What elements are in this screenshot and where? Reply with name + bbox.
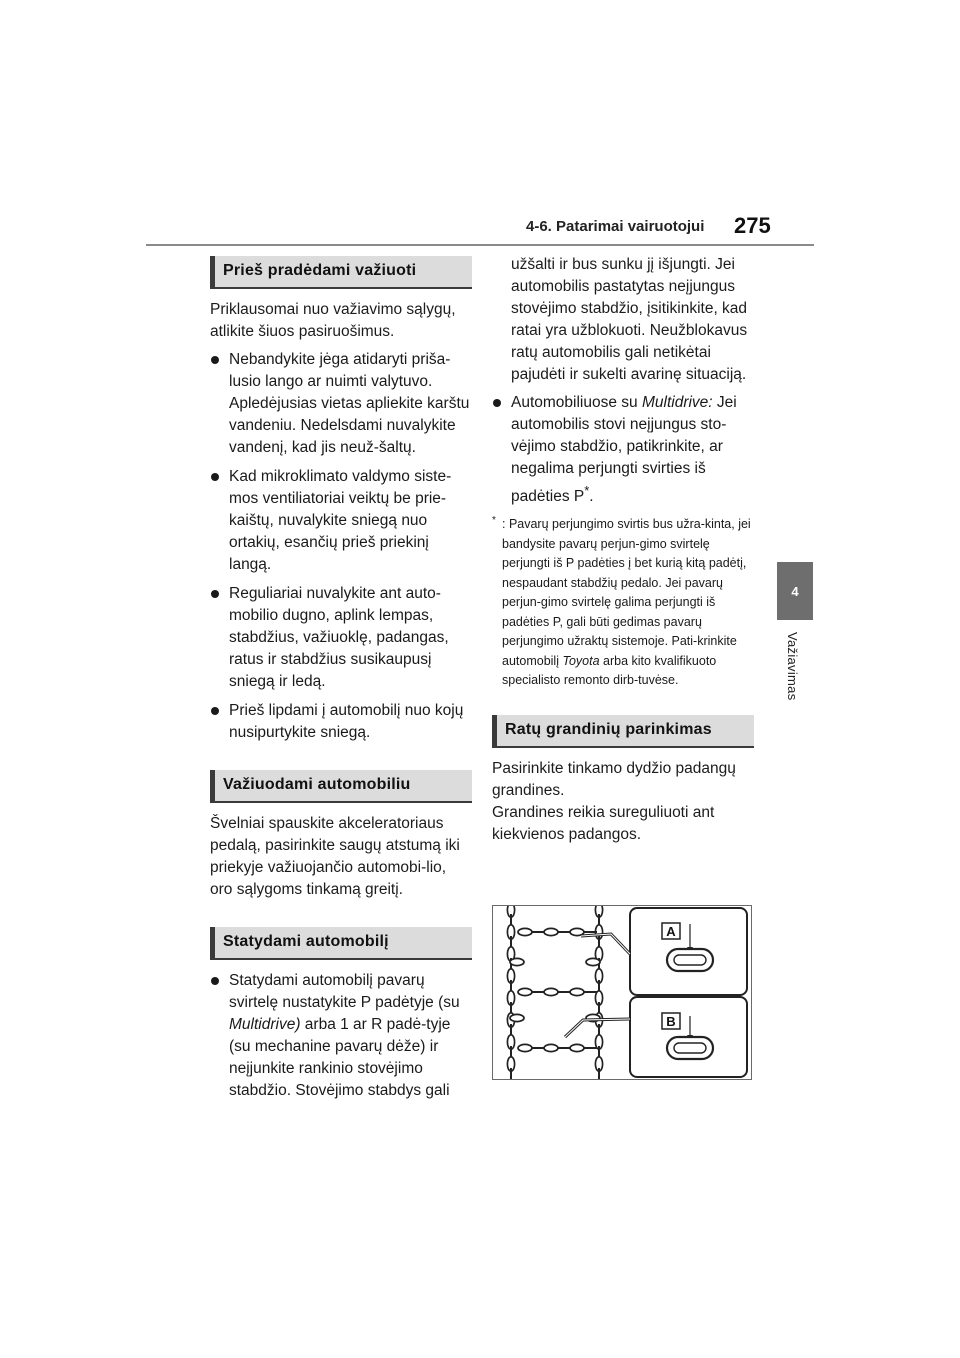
- right-column: [492, 254, 754, 846]
- list-item: [210, 466, 472, 576]
- chain-link: [531, 991, 545, 993]
- bullet-icon: [493, 399, 501, 407]
- footnote-text-a: : Pavarų perjungimo svirtis bus užra-kinta, jei bandysite pavarų perjun-gimo svirtelę perjungti iš P padėties į bet kurią kitą padėtį, nespaudant stabdžių pedalo. Jei pavarų perjun-gimo svirtelę galima perjungti iš padėties P, gali būti gedimas pavarų perjungimo užraktų sistemoje. Pati-krinkite automobilį: [502, 517, 751, 668]
- footnote-mark: *: [492, 515, 496, 527]
- chain-link: [531, 1047, 545, 1049]
- chain-link-detail-a-inner: [674, 955, 706, 965]
- chain-link: [557, 1047, 571, 1049]
- parking-list: [210, 970, 472, 1102]
- multidrive-text-italic: Multidrive:: [641, 394, 713, 411]
- footnote-ref: *: [584, 483, 590, 498]
- heading-before-driving: Prieš pradėdami važiuoti: [210, 256, 472, 289]
- chain-drawing: [493, 906, 751, 1079]
- chain-link: [583, 931, 597, 933]
- chain-links: [507, 906, 602, 1079]
- left-column: [210, 256, 472, 1109]
- chain-link: [570, 1044, 584, 1051]
- chapter-tab[interactable]: [777, 562, 813, 620]
- chain-link: [518, 988, 532, 995]
- section-title: 4-6. Patarimai vairuotojui: [526, 218, 705, 235]
- chain-link: [531, 931, 545, 933]
- tire-chain-illustration: [492, 905, 752, 1080]
- list-item: [492, 392, 754, 508]
- chain-link: [510, 958, 524, 965]
- bullet-text: Kad mikroklimato valdymo siste-mos ventiliatoriai veiktų be prie-kaištų, nuvalykite sniegą nuo ortakių, esančių prieš priekinį langą.: [229, 468, 452, 573]
- chain-link: [518, 1044, 532, 1051]
- list-item: [210, 970, 472, 1102]
- chain-link: [510, 1068, 512, 1079]
- header-divider: [146, 244, 814, 246]
- chain-link: [583, 991, 597, 993]
- bullet-icon: [211, 977, 219, 985]
- multidrive-text-a: Automobiliuose su: [511, 394, 642, 411]
- parking-text-a: Statydami automobilį pavarų svirtelę nustatykite P padėtyje (su: [229, 972, 460, 1011]
- chain-link: [510, 1014, 524, 1021]
- chain-link-detail-b-inner: [674, 1043, 706, 1053]
- leader-line-a: [581, 934, 630, 954]
- page-number: 275: [734, 213, 771, 238]
- bullet-text: Nebandykite jėga atidaryti priša-lusio lango ar nuimti valytuvo. Apledėjusias vietas apliekite karštu vandeniu. Nedelsdami nuvalykite vandenį, kad jis neuž-šaltų.: [229, 351, 470, 456]
- chain-link: [544, 988, 558, 995]
- list-item: [210, 349, 472, 459]
- bullet-text: Reguliariai nuvalykite ant auto-mobilio dugno, aplink lempas, stabdžius, važiuoklę, padangas, ratus ir stabdžius susikaupusį sniegą ir ledą.: [229, 585, 449, 690]
- bullet-icon: [211, 707, 219, 715]
- chain-link: [586, 958, 600, 965]
- bullet-icon: [211, 473, 219, 481]
- parking-text-italic: Multidrive): [229, 1016, 301, 1033]
- label-a: A: [666, 924, 676, 939]
- parking-text-b: arba 1 ar R padė-tyje (su mechanine pavarų dėže) ir neįjunkite rankinio stovėjimo stabdžio. Stovėjimo stabdys gali: [229, 1016, 451, 1099]
- chain-link: [557, 991, 571, 993]
- chapter-label: Važiavimas: [785, 632, 800, 701]
- heading-parking: Statydami automobilį: [210, 927, 472, 960]
- chain-link: [570, 988, 584, 995]
- bullet-text: Prieš lipdami į automobilį nuo kojų nusipurtykite sniegą.: [229, 702, 464, 741]
- chains-text-1: Pasirinkite tinkamo dydžio padangų grandines.: [492, 759, 736, 799]
- parking-continuation: užšalti ir bus sunku jį išjungti. Jei automobilis pastatytas neįjungus stovėjimo stabdžio, įsitikinkite, kad ratai yra užblokuoti. Neužblokavus ratų automobilis gali netikėtai pajudėti ir sukelti avarinę situaciją.: [511, 256, 748, 383]
- heading-while-driving: Važiuodami automobiliu: [210, 770, 472, 803]
- chain-link: [544, 1044, 558, 1051]
- footnote: [492, 515, 754, 691]
- multidrive-text-end: .: [589, 488, 594, 506]
- multidrive-text-b: Jei automobilis stovi neįjungus sto-vėjimo stabdžio, patikrinkite, ar negalima perjungti svirties iš padėties P: [511, 394, 737, 506]
- footnote-text-italic: Toyota: [562, 653, 600, 668]
- chain-link: [544, 928, 558, 935]
- chapter-number: 4: [791, 583, 799, 599]
- chain-link: [583, 1047, 597, 1049]
- multidrive-list: [492, 392, 754, 508]
- chains-text-2: Grandines reikia sureguliuoti ant kiekvienos padangos.: [492, 803, 715, 843]
- list-item: [210, 700, 472, 744]
- label-b: B: [666, 1014, 676, 1029]
- bullet-icon: [211, 590, 219, 598]
- chain-link: [598, 1068, 600, 1079]
- chain-link: [557, 931, 571, 933]
- while-driving-text: Švelniai spauskite akceleratoriaus pedalą, pasirinkite saugų atstumą iki priekyje važiuojančio automobi-lio, oro sąlygoms tinkamą greitį.: [210, 815, 460, 898]
- before-driving-list: [210, 349, 472, 744]
- chain-link: [518, 928, 532, 935]
- before-driving-intro: Priklausomai nuo važiavimo sąlygų, atlikite šiuos pasiruošimus.: [210, 301, 456, 340]
- footnote-text-b: arba kito kvalifikuoto specialisto remonto dirb-tuvėse.: [502, 653, 717, 688]
- bullet-icon: [211, 356, 219, 364]
- list-item: [210, 583, 472, 693]
- heading-chains: Ratų grandinių parinkimas: [492, 715, 754, 748]
